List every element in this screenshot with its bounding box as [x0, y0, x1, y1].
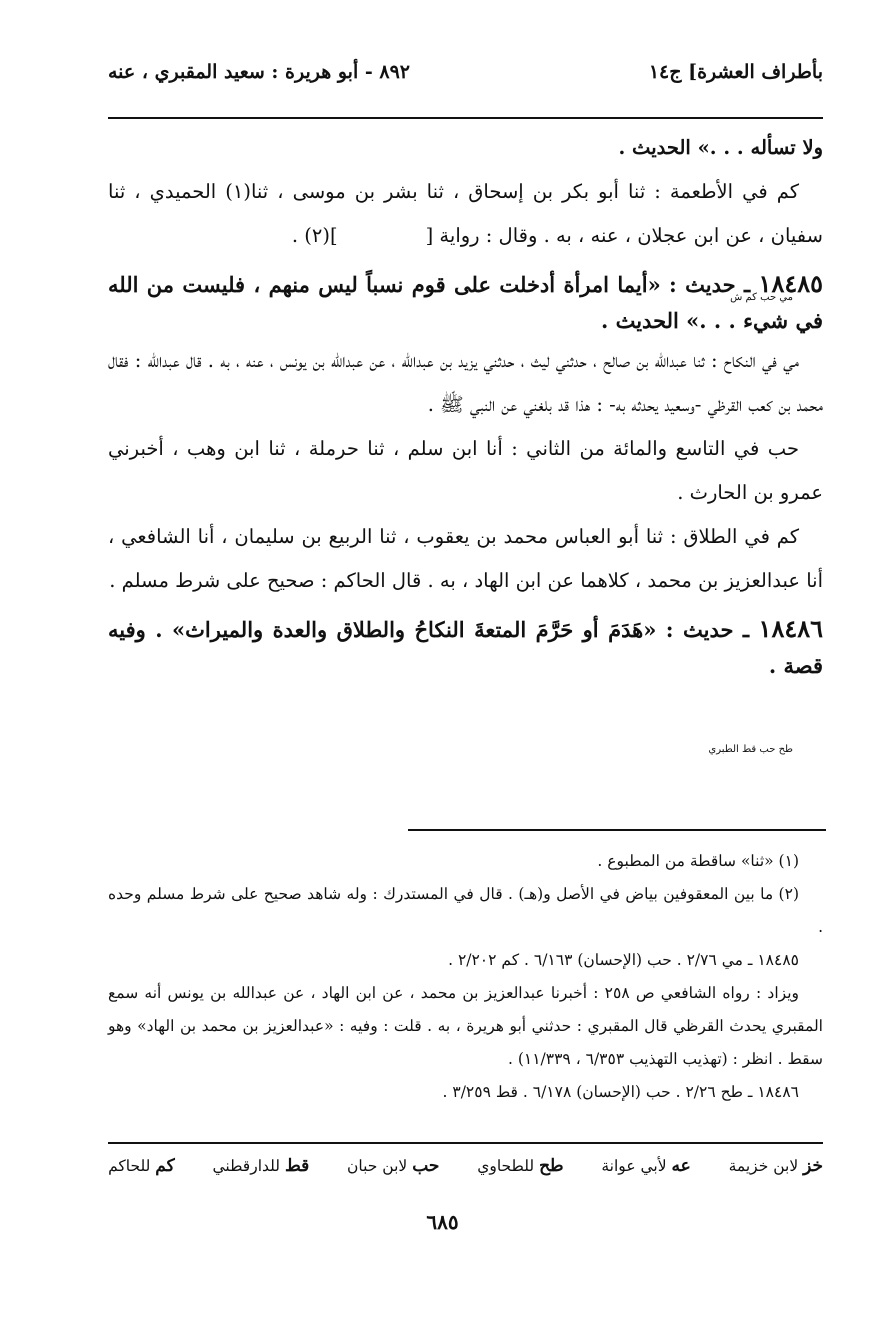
hadith-number: ١٨٤٨٥ [758, 269, 823, 298]
abbreviation-item: قط للدارقطني [212, 1156, 310, 1176]
abbreviation-rule [108, 1142, 823, 1144]
header-section-title: ٨٩٢ - أبو هريرة : سعيد المقبري ، عنه [108, 61, 410, 83]
abbreviation-item: طح للطحاوي [477, 1156, 564, 1176]
abbreviation-item: كم للحاكم [108, 1156, 175, 1176]
hadith-sigla: طح حب قط الطبري [708, 744, 793, 755]
paragraph-darimi: مي في النكاح : ثنا عبدالله بن صالح ، حدثني ليث ، حدثني يزيد بن عبدالله ، عن عبدالله بن يونس ، عنه ، به . قال عبدالله : فقال محمد بن كعب القرظي -وسعيد يحدثه به- : هذا قد بلغني عن النبي ﷺ . [108, 349, 823, 416]
hadith-text: ـ حديث : «أيما امرأة أدخلت على قوم نسباً ليس منهم ، فليست من الله في شيء . . .» الحديث . [108, 272, 823, 333]
hadith-18486 [108, 611, 823, 684]
paragraph-atima-end: ](٢) . [291, 224, 338, 247]
continuation-line: ولا تسأله . . .» الحديث . [618, 136, 823, 159]
paragraph-atima [108, 170, 823, 258]
paragraph-ibn-hibban: حب في التاسع والمائة من الثاني : أنا ابن سلم ، ثنا حرملة ، ثنا ابن وهب ، أخبرني عمرو بن الحارث . [108, 437, 823, 504]
source-note-18486: ١٨٤٨٦ ـ طح ٢/٢٦ . حب (الإحسان) ٦/١٧٨ . قط ٣/٢٥٩ . [442, 1083, 799, 1101]
hadith-number: ١٨٤٨٦ [758, 614, 823, 643]
paragraph-hakim: كم في الطلاق : ثنا أبو العباس محمد بن يعقوب ، ثنا الربيع بن سليمان ، أنا الشافعي ، أنا عبدالعزيز بن محمد ، كلاهما عن ابن الهاد ، به . قال الحاكم : صحيح على شرط مسلم . [108, 525, 823, 592]
footnote-2: (٢) ما بين المعقوفين بياض في الأصل و(هـ) . قال في المستدرك : وله شاهد صحيح على شرط مسلم وحده . [108, 885, 823, 936]
hadith-sigla: مي حب كم ش [730, 292, 793, 303]
abbreviation-item: خز لابن خزيمة [728, 1156, 823, 1176]
header-rule [108, 117, 823, 119]
abbreviation-key [108, 1156, 823, 1176]
footnote-1: (١) «ثنا» ساقطة من المطبوع . [597, 852, 799, 870]
hadith-18485 [108, 266, 823, 339]
additional-note: ويزاد : رواه الشافعي ص ٢٥٨ : أخبرنا عبدالعزيز بن محمد ، عن ابن الهاد ، عن عبدالله بن يونس أنه سمع المقبري يحدث القرظي قال المقبري : حدثني أبو هريرة ، به . قلت : وفيه : «عبدالعزيز بن محمد بن الهاد» وهو سقط . انظر : (تهذيب التهذيب ٦/٣٥٣ ، ١١/٣٣٩) . [108, 984, 823, 1068]
page-number: ٦٨٥ [426, 1210, 459, 1234]
footnote-separator [408, 829, 826, 831]
abbreviation-item: حب لابن حبان [347, 1156, 440, 1176]
running-header [108, 52, 823, 92]
main-text [108, 126, 823, 755]
abbreviation-item: عه لأبي عوانة [601, 1156, 691, 1176]
footnotes [108, 845, 823, 1109]
hadith-text: ـ حديث : «هَدَمَ أو حَرَّمَ المتعةَ النكاحُ والطلاق والعدة والميراث» . وفيه قصة . [108, 617, 823, 678]
paragraph-atima-text: كم في الأطعمة : ثنا أبو بكر بن إسحاق ، ثنا بشر بن موسى ، ثنا(١) الحميدي ، ثنا سفيان ، عن ابن عجلان ، عنه ، به . وقال : رواية [ [108, 180, 823, 247]
header-book-title: بأطراف العشرة] ج١٤ [648, 61, 823, 83]
source-note-18485: ١٨٤٨٥ ـ مي ٢/٧٦ . حب (الإحسان) ٦/١٦٣ . كم ٢/٢٠٢ . [448, 951, 799, 969]
